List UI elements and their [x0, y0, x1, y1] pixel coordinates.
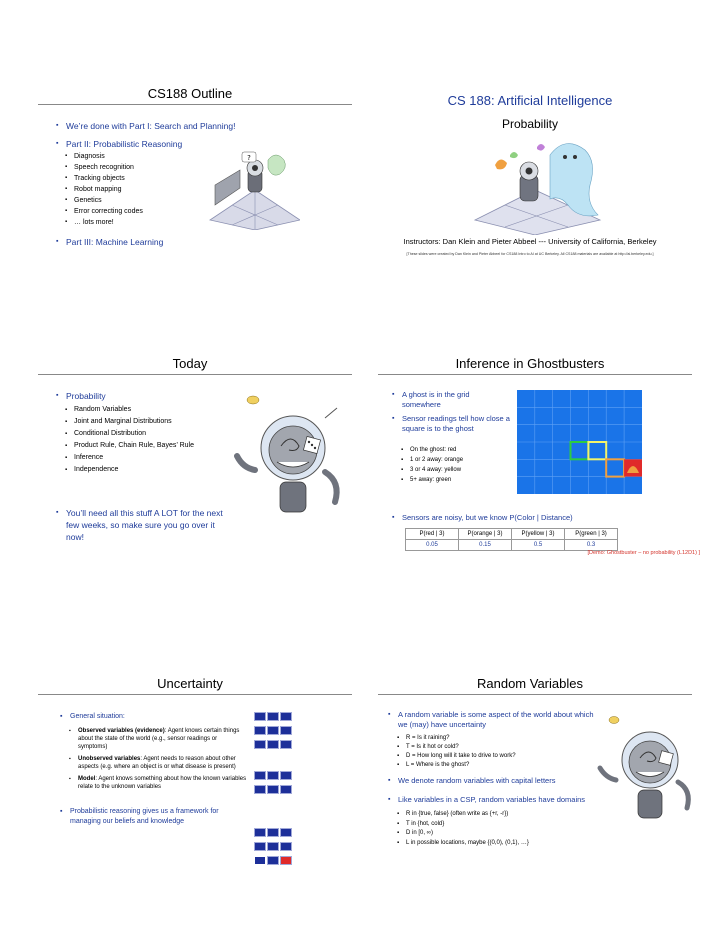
uncertainty-list-2: [58, 807, 238, 827]
title-rule: [38, 104, 352, 105]
today-list-note: [54, 507, 234, 543]
slide-title: Uncertainty: [157, 676, 223, 691]
today-sublist: [64, 404, 234, 476]
bullet-note: ▪ You’ll need all this stuff A LOT for the next few weeks, so make sure you go over it now!: [54, 507, 234, 543]
table-cell: 0.15: [459, 540, 512, 551]
slide-title: Inference in Ghostbusters: [455, 356, 605, 371]
sub-item: ▪ L = Where is the ghost?: [396, 761, 596, 770]
term: Unobserved variables: [78, 756, 141, 762]
sub-item: ▪ D = How long will it take to drive to work?: [396, 752, 596, 761]
sub-item: ▪ L in possible locations, maybe {(0,0), (0,1), …}: [396, 839, 616, 849]
uncertainty-sublist: [68, 727, 248, 791]
sensor-list: [390, 414, 510, 434]
table-cell: 0.05: [406, 540, 459, 551]
color-sublist: [400, 445, 510, 485]
sub-item: ▪ Speech recognition: [64, 162, 184, 173]
bullet-ghost: ▪ A ghost is in the grid somewhere: [390, 390, 510, 410]
sub-item: ▪ … lots more!: [64, 217, 184, 228]
title-rule: [378, 374, 692, 375]
table-cell: 0.5: [512, 540, 565, 551]
ghost-robot-illustration: [465, 135, 605, 235]
sub-item: ▪ T in {hot, cold}: [396, 820, 616, 830]
rv-list-2: [386, 775, 596, 787]
desc: : Agent knows something about how the known variables relate to the unknown variables: [78, 776, 247, 790]
table-cell: 0.3: [565, 540, 618, 551]
bullet-probability: ▪ Probability: [54, 390, 254, 402]
bullet-framework: ▪ Probabilistic reasoning gives us a framework for managing our beliefs and knowledge: [58, 807, 238, 827]
bullet-domains: ▪ Like variables in a CSP, random variables have domains: [386, 794, 616, 806]
desc: : Agent knows certain things about the state of the world (e.g., sensor readings or symptoms): [78, 728, 240, 750]
robot-dice-illustration: [592, 712, 697, 832]
slide-title: Today: [172, 356, 208, 371]
slide-inference-ghostbusters: [360, 350, 700, 600]
bullet-part1: ▪ We’re done with Part I: Search and Planning!: [54, 120, 354, 132]
sub-item: ▪ Tracking objects: [64, 173, 184, 184]
term: Observed variables (evidence): [78, 728, 165, 734]
sub-item: ▪ D in [0, ∞): [396, 829, 616, 839]
bullet-capital: ▪ We denote random variables with capital letters: [386, 775, 596, 787]
title-rule: [378, 694, 692, 695]
table-header: P(red | 3): [406, 529, 459, 540]
robot-grid-illustration: [200, 150, 300, 230]
table-header: P(orange | 3): [459, 529, 512, 540]
sub-observed: [68, 727, 248, 751]
ghost-grid: [517, 390, 642, 494]
sub-unobserved: [68, 755, 248, 771]
domain-sublist: [396, 810, 616, 848]
robot-dice-illustration: [225, 390, 350, 530]
table-header: P(yellow | 3): [512, 529, 565, 540]
slide-uncertainty: [20, 670, 360, 920]
credits-line: [These slides were created by Dan Klein and Pieter Abbeel for CS188 Intro to AI at UC Berkeley. All CS188 materials are available at http://ai.berkeley.edu.]: [406, 252, 654, 256]
sensor-grid-stack: [254, 712, 294, 864]
slide-cs188-outline: [20, 80, 360, 330]
sub-item: ▪ Inference: [64, 452, 234, 464]
sub-item: ▪ R in {true, false} (often write as {+r, -r}): [396, 810, 616, 820]
outline-list-part3: [54, 236, 354, 248]
uncertainty-list: [58, 712, 258, 722]
rv-sublist: [396, 734, 596, 770]
bullet-rv-def: ▪ A random variable is some aspect of the world about which we (may) have uncertainty: [386, 710, 596, 730]
slide-title-probability: [360, 80, 700, 330]
slide-title: Random Variables: [477, 676, 583, 691]
bullet-noise: ▪ Sensors are noisy, but we know P(Color | Distance): [390, 512, 670, 524]
bullet-part3: ▪ Part III: Machine Learning: [54, 236, 354, 248]
sub-item: ▪ Robot mapping: [64, 184, 184, 195]
sub-item: ▪ T = Is it hot or cold?: [396, 743, 596, 752]
sub-item: ▪ 1 or 2 away: orange: [400, 455, 510, 465]
sub-item: ▪ 5+ away: green: [400, 475, 510, 485]
table-header: P(green | 3): [565, 529, 618, 540]
noise-list: [390, 512, 670, 524]
outline-list-part2: [54, 138, 354, 150]
slide-random-variables: [360, 670, 700, 920]
lecture-subtitle: Probability: [501, 117, 559, 131]
title-rule: [38, 374, 352, 375]
outline-list: [54, 120, 354, 132]
probability-table: [405, 528, 618, 551]
course-title: CS 188: Artificial Intelligence: [447, 93, 613, 108]
slide-title: CS188 Outline: [147, 86, 233, 101]
sub-item: ▪ Joint and Marginal Distributions: [64, 416, 234, 428]
instructors-line: Instructors: Dan Klein and Pieter Abbeel --- University of California, Berkeley: [403, 237, 657, 246]
sub-item: ▪ On the ghost: red: [400, 445, 510, 455]
title-rule: [38, 694, 352, 695]
term: Model: [78, 776, 96, 782]
bullet-part2: ▪ Part II: Probabilistic Reasoning: [54, 138, 354, 150]
sub-item: ▪ Genetics: [64, 195, 184, 206]
sub-item: ▪ Random Variables: [64, 404, 234, 416]
slide-today: [20, 350, 360, 600]
svg-text:?: ?: [247, 154, 251, 162]
sub-item: ▪ Conditional Distribution: [64, 428, 234, 440]
demo-link: [Demo: Ghostbuster – no probability (L12D1) ]: [587, 550, 700, 556]
ghost-list: [390, 390, 510, 410]
rv-list-3: [386, 794, 616, 806]
sub-item: ▪ Diagnosis: [64, 151, 184, 162]
bullet-sensor: ▪ Sensor readings tell how close a square is to the ghost: [390, 414, 510, 434]
sub-item: ▪ Independence: [64, 464, 234, 476]
part2-sublist: [64, 151, 184, 228]
sub-item: ▪ 3 or 4 away: yellow: [400, 465, 510, 475]
sub-item: ▪ R = Is it raining?: [396, 734, 596, 743]
rv-list: [386, 710, 596, 730]
sub-item: ▪ Error correcting codes: [64, 206, 184, 217]
sub-item: ▪ Product Rule, Chain Rule, Bayes’ Rule: [64, 440, 234, 452]
desc: : Agent needs to reason about other aspects (e.g. where an object is or what disease is present): [78, 756, 236, 770]
today-list: [54, 390, 254, 402]
bullet-general: ▪ General situation:: [58, 712, 258, 722]
sub-model: [68, 775, 248, 791]
